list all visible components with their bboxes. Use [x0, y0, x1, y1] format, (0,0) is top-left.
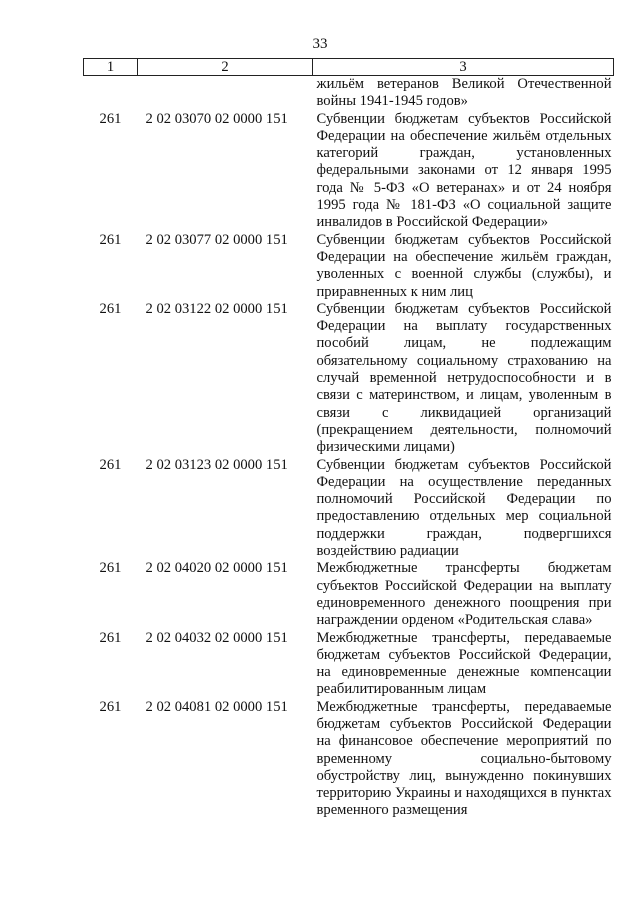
table-row — [84, 457, 614, 561]
budget-classification-code: 2 02 03123 02 0000 151 — [145, 456, 288, 473]
table-row — [84, 630, 614, 699]
admin-code: 261 — [99, 629, 122, 646]
admin-code: 261 — [99, 110, 122, 127]
admin-code: 261 — [99, 300, 122, 317]
continuation-text: жильём ветеранов Великой Отечественной войны 1941-1945 годов» — [316, 76, 612, 110]
table-row — [84, 560, 614, 629]
budget-classification-code: 2 02 03070 02 0000 151 — [145, 110, 288, 127]
admin-code: 261 — [99, 231, 122, 248]
revenue-description: Межбюджетные трансферты бюджетам субъектов Российской Федерации на выплату единовременного денежного поощрения при награждении орденом «Родительская слава» — [316, 560, 612, 629]
revenue-description: Субвенции бюджетам субъектов Российской Федерации на обеспечение жильём отдельных категорий граждан, установленных федеральными законами от 12 января 1995 года № 5-ФЗ «О ветеранах» и от 24 ноября 1995 года № 181-ФЗ «О социальной защите инвалидов в Российской Федерации» — [316, 110, 612, 231]
revenue-description: Субвенции бюджетам субъектов Российской Федерации на осуществление переданных полномочий Российской Федерации по предоставлению отдельных мер социальной поддержки граждан, подвергшихся воздействию радиации — [316, 456, 612, 560]
page-number: 33 — [312, 36, 328, 52]
header-col-2: 2 — [138, 59, 313, 76]
admin-code: 261 — [99, 456, 122, 473]
header-col-1: 1 — [84, 59, 138, 76]
table-header-row — [84, 59, 614, 76]
budget-classification-code: 2 02 04081 02 0000 151 — [145, 698, 288, 715]
budget-classification-code: 2 02 04032 02 0000 151 — [145, 629, 288, 646]
table-row — [84, 301, 614, 457]
admin-code: 261 — [99, 560, 122, 577]
budget-classification-code: 2 02 03122 02 0000 151 — [145, 300, 288, 317]
admin-code: 261 — [99, 698, 122, 715]
revenue-description: Субвенции бюджетам субъектов Российской Федерации на выплату государственных пособий лицам, не подлежащим обязательному социальному страхованию на случай временной нетрудоспособности и в связи с материнством, и лицам, уволенным в связи с ликвидацией организаций (прекращением деятельности, полномочий физическими лицами) — [316, 300, 612, 456]
table-row — [84, 111, 614, 232]
revenue-description: Межбюджетные трансферты, передаваемые бюджетам субъектов Российской Федерации, на единовременные денежные компенсации реабилитированным лицам — [316, 629, 612, 698]
budget-codes-table — [83, 58, 614, 820]
budget-classification-code: 2 02 03077 02 0000 151 — [145, 231, 288, 248]
continuation-row — [84, 76, 614, 111]
revenue-description: Субвенции бюджетам субъектов Российской Федерации на обеспечение жильём граждан, уволенных с военной службы (службы), и приравненных к ним лиц — [316, 231, 612, 300]
revenue-description: Межбюджетные трансферты, передаваемые бюджетам субъектов Российской Федерации на финансовое обеспечение мероприятий по временному социально-бытовому обустройству лиц, вынужденно покинувших территорию Украины и находящихся в пунктах временного размещения — [316, 698, 612, 819]
table-row — [84, 699, 614, 820]
budget-classification-code: 2 02 04020 02 0000 151 — [145, 560, 288, 577]
table-row — [84, 232, 614, 301]
header-col-3: 3 — [313, 59, 614, 76]
